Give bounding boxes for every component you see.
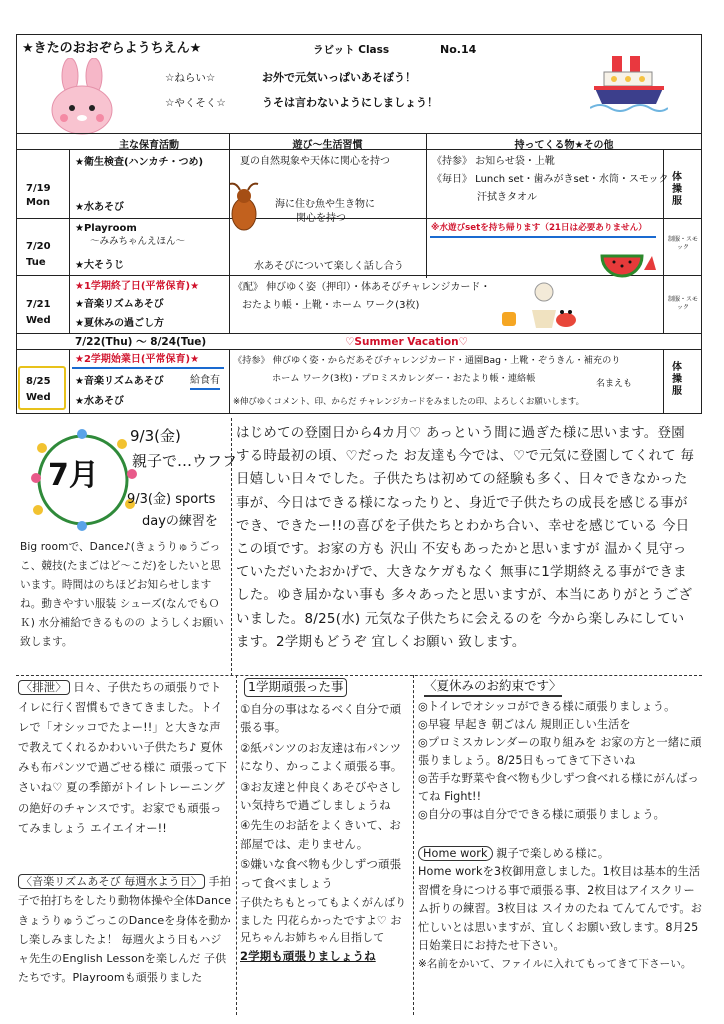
homework-title: Home work — [418, 846, 493, 861]
row-side: 制服・スモック — [667, 296, 698, 311]
row-side: 体操服 — [672, 172, 682, 207]
music-title: 〈音楽リズムあそび 毎週水よう日〉 — [18, 874, 205, 889]
row-activity: ★音楽リズムあそび — [75, 376, 164, 387]
row-date: 7/21 — [26, 299, 51, 310]
promise-item: ◎苦手な野菜や食べ物も少しずつ食べれる様にがんばってね Fight!! — [418, 771, 699, 803]
effort-item: ④先生のお話をよくきいて、お部屋では、走りません。 — [240, 818, 401, 851]
row-side: 制服・スモック — [667, 236, 698, 251]
promise-item: ◎自分の事は自分でできる様に頑張りましょう。 — [418, 807, 665, 821]
month-label: 7月 — [48, 458, 99, 493]
rabbit-face-icon — [44, 58, 120, 138]
bring-text: 《毎日》 Lunch set・歯みがきset・水筒・スモック — [432, 174, 669, 185]
row-activity: ★水あそび — [75, 202, 124, 213]
col-header-activities: 主な保育活動 — [119, 140, 179, 151]
divider — [236, 675, 237, 1015]
row-activity-highlight: ★2学期始業日(平常保育)★ — [75, 354, 200, 365]
row-activity: ★夏休みの過ごし方 — [75, 318, 164, 329]
row-date: 7/20 — [26, 241, 51, 252]
effort-title: 1学期頑張った事 — [244, 678, 347, 697]
row-day: Wed — [26, 315, 51, 326]
row-activity-highlight: ★1学期終了日(平常保育)★ — [75, 281, 200, 292]
month-body: Big roomで、Dance♪(きょうりゅうごっこ、競技(たまごはど～こだ)をしたいと思います。時間はのちほどお知らせしますね。動きやすい服装 シューズ(なんでもＯＫ) 水分補給できるものの ようしくお願い致します。 — [20, 541, 224, 649]
row-activity: ～みみちゃんえほん～ — [90, 236, 186, 247]
divider — [16, 675, 702, 676]
promise-item: ◎トイレでオシッコができる様に頑張りましょう。 — [418, 700, 676, 713]
effort-item: ③お友達と仲良くあそびやさしい気持ちで過ごしましょうね — [240, 779, 402, 812]
effort-item: ①自分の事はなるべく自分で頑張る事。 — [240, 702, 402, 735]
toilet-text: 日々、子供たちの頑張りでトイレに行く習慣もできてきました。トイレで「オシッコでたよー!!」と大きな声で教えてくれるかわいい子供たち♪ 夏休みも布パンツで過ごせる様に 頑張って下さいね♡ 夏の季節がトイレトレーニングの絶好のチャンスです。お家でも頑張ってみましょう エイエイオー!! — [18, 681, 227, 835]
promise-item: ◎早寝 早起き 朝ごはん 規則正しい生活を — [418, 717, 631, 731]
row-day: Mon — [26, 197, 50, 208]
toilet-section — [18, 678, 232, 839]
teacher-letter: はじめての登園日から4カ月♡ あっという間に過ぎた様に思います。登園する時最初の頃、♡だった お友達も今では、♡で元気に登園してくれて 毎日嬉しい日々でした。子供たちは初めての経験も多く、日々できなかった事が、今日はできる様になったりと、身近で子供たちの成長を感じる事ができ、できたー!!の喜びを子供たちとわかち合い、幸せを感じている 今日この頃です。お家の方も 沢山 不安もあったかと思いますが 温かく見守っていただいたおかげで、大きなケガもなく 無事に1学期終える事ができました。ゆき届かない事も 多々あったと思いますが、本当にありがとうございました。8/25(水) 元気な子供たちに会えるのを 今から楽しみにしています。2学期もどうぞ 宜しくお願い 致します。 — [236, 426, 695, 650]
row-activity: ★水あそび — [75, 396, 124, 407]
row-side: 体操服 — [672, 362, 682, 397]
month-note: 9/3(金) sports — [127, 492, 216, 507]
bring-note: 名まえも — [596, 379, 633, 389]
beetle-icon — [226, 182, 262, 234]
month-note: 親子で…ウフフ — [132, 452, 238, 470]
lunch-tag: 給食有 — [190, 374, 220, 390]
promise-list — [418, 698, 702, 823]
bring-text: 汗拭きタオル — [477, 192, 537, 203]
play-text: 水あそびについて楽しく話し合う — [254, 261, 404, 272]
sandcastle-icon — [498, 280, 580, 330]
promise-text: うそは言わないようにしましょう！ — [262, 96, 438, 109]
row-date: 7/19 — [26, 183, 51, 194]
effort-note: 子供たちもとってもよくがんばりました 円花らかったですよ♡ お兄ちゃんお姉ちゃん目指して — [240, 895, 407, 945]
vacation-label: ♡Summer Vacation♡ — [345, 336, 468, 348]
toilet-title: 〈排泄〉 — [18, 680, 70, 695]
music-section — [18, 872, 232, 988]
divider — [413, 675, 414, 1015]
play-text: 関心を持つ — [296, 213, 346, 224]
effort-footer: 2学期も頑張りましょうね — [240, 948, 376, 963]
homework-section — [418, 845, 702, 973]
promise-item: ◎プロミスカレンダーの取り組みを お家の方と一緒に頑張りましょう。8/25日もってきて下さいね — [418, 735, 702, 767]
homework-text: Home workを3枚御用意しました。1枚目は基本的生活習慣を身につける事で頑張る事、2枚目はアイスクリーム折りの練習。3枚目は スイカのたね てんてんです。お忙しいとは思いますが、宜しくお願い致します。8月25日始業日にお持たせ下さい。 — [418, 865, 702, 953]
row-activity: ★衛生検査(ハンカチ・つめ) — [75, 157, 204, 168]
play-text: 夏の自然現象や天体に関心を持つ — [240, 156, 390, 167]
homework-subtitle: 親子で楽しめる様に。 — [496, 847, 610, 860]
homework-footer: ※名前をかいて、ファイルに入れてもってきて下さーい。 — [418, 957, 692, 970]
bring-text: 《配》 伸びゆく姿（押印）・体あそびチャレンジカード・ — [233, 282, 491, 293]
promise-title: 〈夏休みのお約束です〉 — [424, 678, 562, 697]
bring-text: 《持参》 伸びゆく姿・からだあそびチャレンジカード・通園Bag・上靴・ぞうきん・補充のり — [233, 355, 621, 366]
row-day: Wed — [26, 392, 51, 403]
school-name: ★きたのおおぞらようちえん★ — [22, 41, 202, 56]
vacation-dates: 7/22(Thu) ～ 8/24(Tue) — [75, 336, 207, 348]
aim-text: お外で元気いっぱいあそぼう！ — [262, 71, 416, 84]
watermelon-icon — [598, 250, 658, 278]
effort-list — [240, 700, 412, 965]
divider — [231, 418, 232, 676]
effort-item: ⑤嫌いな食べ物も少しずつ頑張って食べましょう — [240, 857, 402, 890]
row-day: Tue — [26, 257, 46, 268]
month-note: dayの練習を — [142, 514, 218, 529]
bring-text: ホーム ワーク(3枚)・プロミスカレンダー・おたより帳・連絡帳 — [272, 373, 536, 384]
bring-text: 《持参》 お知らせ袋・上靴 — [432, 156, 555, 167]
effort-item: ②紙パンツのお友達は布パンツになり、かっこよく頑張る事。 — [240, 740, 403, 774]
aim-label: ☆ねらい☆ — [165, 72, 216, 84]
row-date: 8/25 — [26, 376, 51, 387]
row-activity: ★音楽リズムあそび — [75, 299, 164, 310]
bring-water-note: ※水遊びsetを持ち帰ります（21日は必要ありません） — [431, 223, 647, 233]
month-note: 9/3(金) — [130, 427, 181, 445]
promise-label: ☆やくそく☆ — [165, 97, 226, 109]
play-text: 海に住む魚や生き物に — [275, 199, 375, 210]
issue-number: No.14 — [440, 43, 477, 56]
col-header-bring: 持ってくる物★その他 — [514, 140, 614, 151]
ship-icon — [590, 52, 668, 112]
bring-footer: ※伸びゆくコメント、印、からだ チャレンジカードをみましたの印、よろしくお願いします。 — [233, 396, 584, 406]
row-activity: ★大そうじ — [75, 260, 124, 271]
row-activity: ★Playroom — [75, 223, 137, 234]
col-header-play: 遊び～生活習慣 — [292, 140, 363, 151]
music-text: 手拍子で拍打ちをしたり動物体操や全体Dance きょうりゅうごっこのDanceを身体を動かし楽しみましたよ！ 毎週火よう日もハジャ先生のEnglish Lessonを楽しんだ 子供たちです。Playroomも頑張りました — [18, 875, 232, 985]
bring-text: おたより帳・上靴・ホーム ワーク(3枚) — [242, 300, 420, 311]
class-label: ラビット Class — [313, 44, 390, 56]
